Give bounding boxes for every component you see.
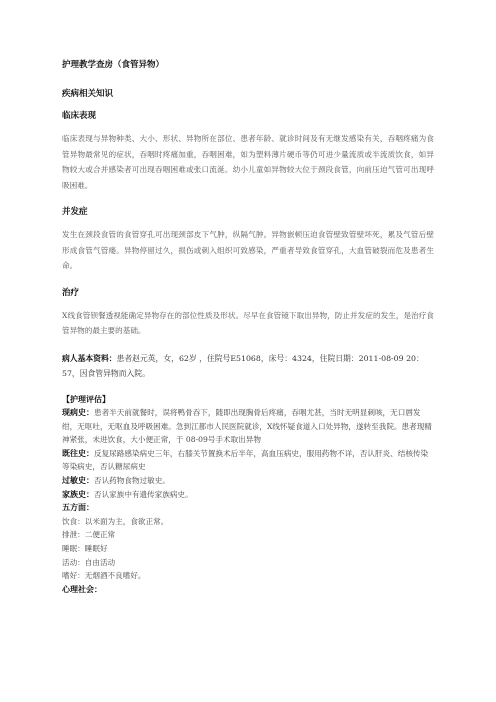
present-history-label: 现病史：	[62, 407, 94, 418]
allergy-history	[62, 474, 434, 488]
past-history	[62, 447, 434, 474]
sleep-line: 睡眠：睡眠好	[62, 544, 108, 554]
psychosocial-heading: 心理社会：	[62, 583, 102, 594]
activity-line: 活动：自由活动	[62, 557, 116, 567]
heading-complication: 并发症	[62, 207, 88, 217]
paragraph-complication: 发生在颈段食管的食管穿孔可出现颈部皮下气肿，纵隔气肿。异物嵌顿压迫食管壁致管壁坏死，累及气管后壁形成食管气管瘘。异物停留过久，损伤或刺入组织可致感染，严重者导致食管穿孔，大血管破裂而危及患者生命。	[62, 230, 434, 270]
past-history-text: 反复尿路感染病史三年，右膝关节置换术后半年，高血压病史，服用药物不详，否认肝炎、结核传染等染病史，否认糖尿病史	[62, 448, 429, 472]
allergy-history-label: 过敏史：	[62, 475, 94, 486]
allergy-history-text: 否认药物食物过敏史。	[94, 476, 170, 486]
paragraph-treatment: X线食管钡餐透视能确定异物存在的部位性质及形状。尽早在食管镜下取出异物，防止并发症的发生，是治疗食管异物的最主要的基础。	[62, 310, 434, 335]
family-history-text: 否认家族中有遗传家族病史。	[94, 489, 193, 499]
section-heading-knowledge: 疾病相关知识	[62, 89, 114, 99]
patient-info-label: 病人基本资料：	[62, 353, 117, 363]
past-history-label: 既往史：	[62, 447, 94, 458]
present-history	[62, 406, 434, 447]
family-history	[62, 488, 434, 502]
document-title: 护理教学查房（食管异物）	[62, 60, 165, 70]
heading-clinical: 临床表现	[62, 111, 97, 121]
heading-assessment: 【护理评估】	[62, 393, 110, 404]
family-history-label: 家族史：	[62, 488, 94, 499]
document-page	[62, 58, 434, 596]
hobby-line: 嗜好：无烟酒不良嗜好。	[62, 571, 146, 581]
present-history-text: 患者半天前就餐时，误将鸭骨吞下，随即出现胸骨后疼痛，吞咽尤甚，当时无明显刺咳，无口唇发绀，无呕吐，无呕血及呼吸困难。急到江都市人民医院就诊，X线怀疑食道入口处异物，遂转至我院。患者现精神紧张，未进饮食，大小便正常，于 08-09号手术取出异物	[62, 408, 432, 445]
excretion-line: 排泄：二便正常	[62, 530, 116, 540]
paragraph-clinical: 临床表现与异物种类、大小、形状、异物所在部位、患者年龄、就诊时间及有无继发感染有关，吞咽疼痛为食管异物最常见的症状，吞咽时疼痛加重，吞咽困难，如为塑料薄片硬币等仍可进少量流质或半流质饮食，如异物较大或合并感染者可出现吞咽困难或张口流涎。幼小儿童如异物较大位于颈段食管，向前压迫气管可出现呼吸困难。	[62, 134, 434, 190]
patient-info-text: 患者赵元英，女，62岁 ，住院号E51068，床号：4324，住院日期：2011-08-09 20：57，因食管异物而入院。	[62, 353, 424, 378]
heading-treatment: 治疗	[62, 287, 80, 298]
patient-info	[62, 351, 434, 381]
diet-line: 饮食：以米面为主，食欲正常。	[62, 516, 169, 526]
five-aspects-heading: 五方面：	[62, 502, 94, 513]
